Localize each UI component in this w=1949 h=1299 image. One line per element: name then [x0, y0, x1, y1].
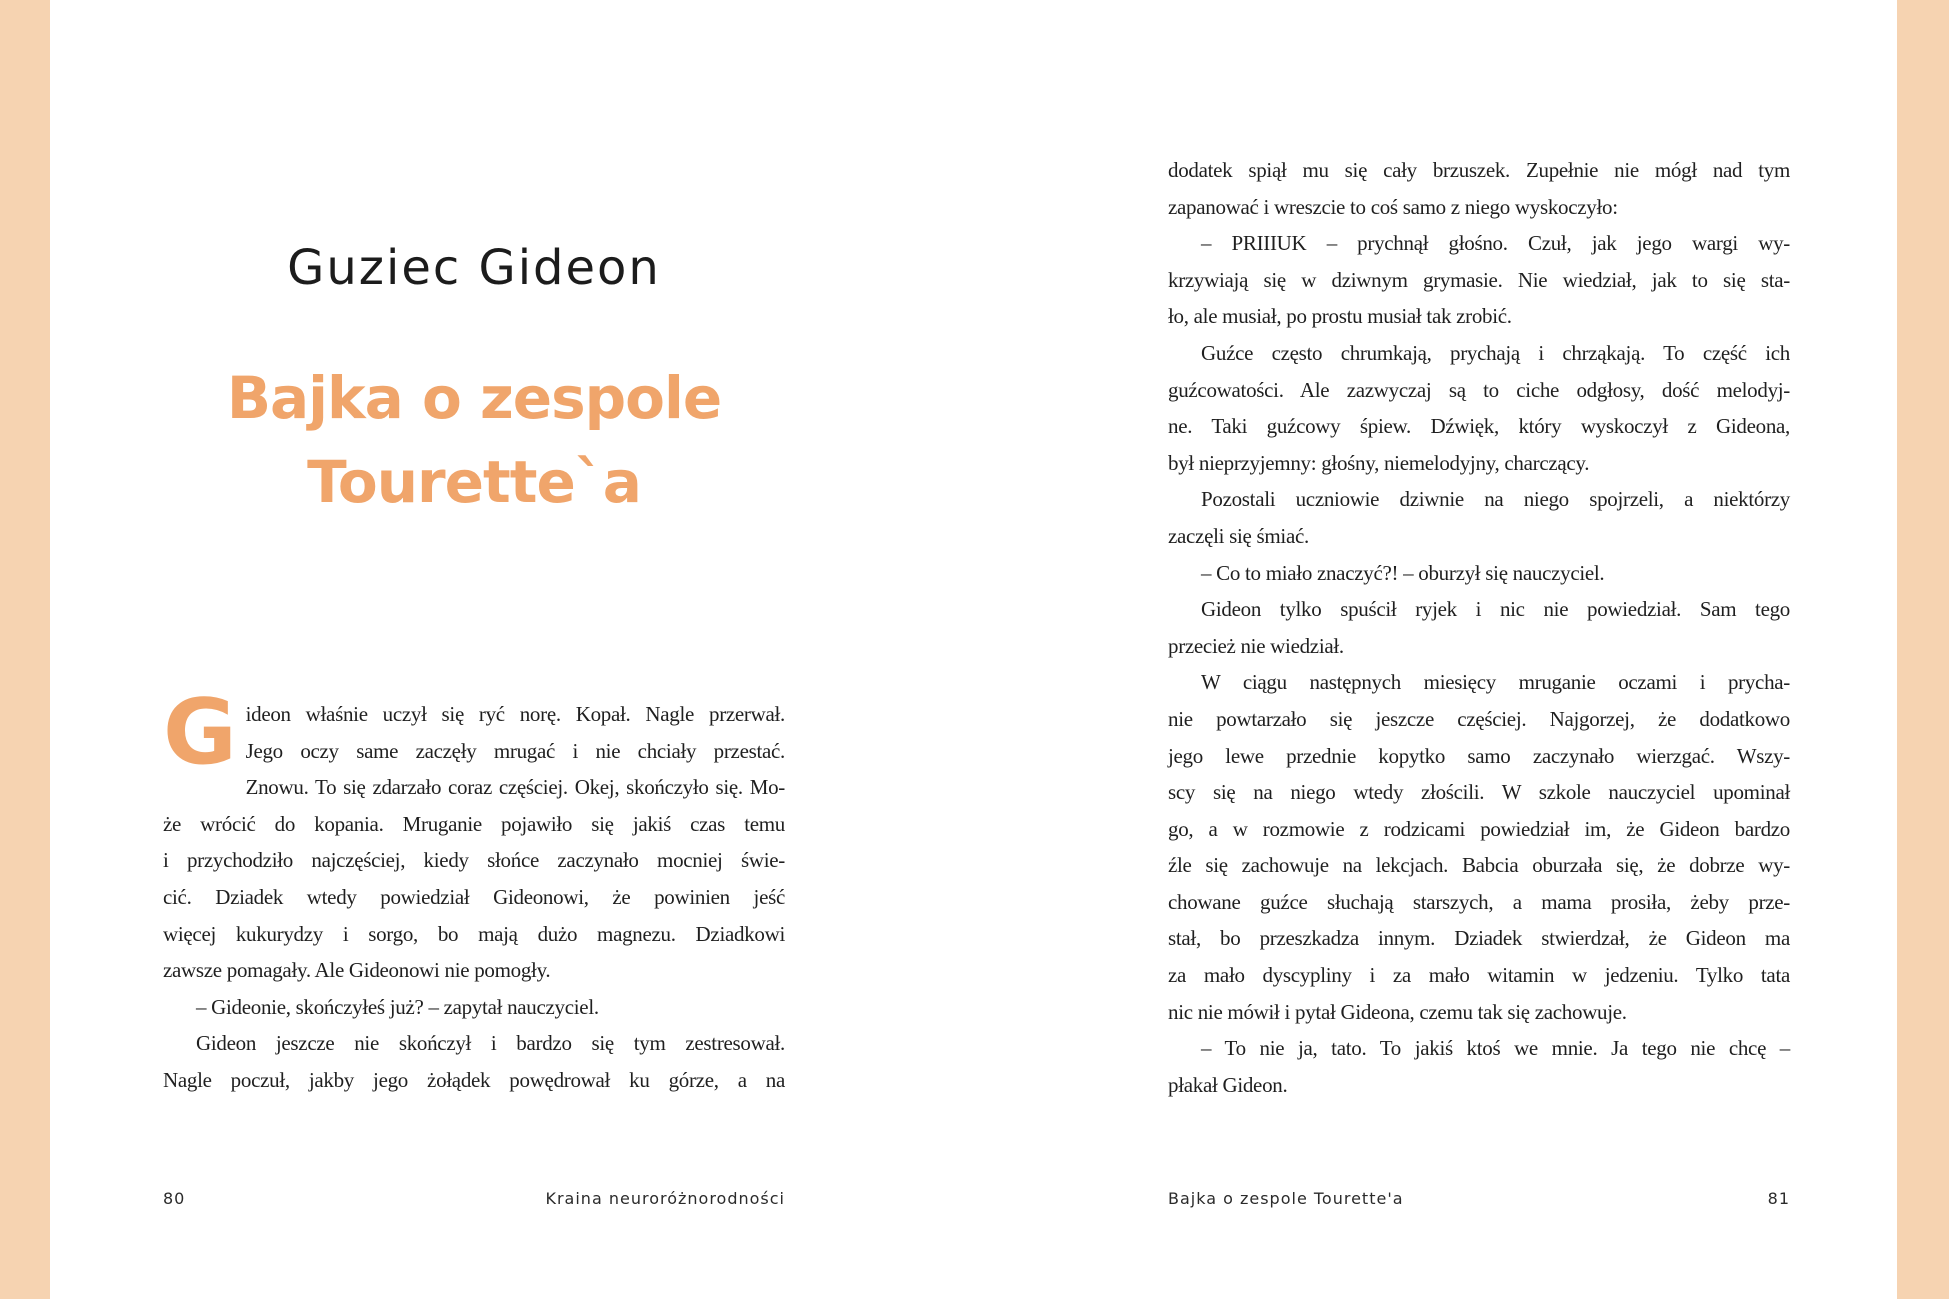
text-line: cić. Dziadek wtedy powiedział Gideonowi, że powinien jeść — [163, 884, 785, 909]
story-title-line-2: Tourette`a — [307, 448, 641, 516]
text-line: stał, bo przeszkadza innym. Dziadek stwierdzał, że Gideon ma — [1168, 926, 1790, 951]
text-line: – Co to miało znaczyć?! – oburzył się nauczyciel. — [1201, 560, 1605, 585]
text-line: źle się zachowuje na lekcjach. Babcia oburzała się, że dobrze wy- — [1168, 853, 1790, 878]
book-title-footer: Kraina neuroróżnorodności — [545, 1189, 785, 1208]
text-line: guźcowatości. Ale zazwyczaj są to ciche odgłosy, dość melodyj- — [1168, 377, 1790, 402]
text-line: Jego oczy same zaczęły mrugać i nie chciały przestać. — [245, 738, 785, 763]
text-line: więcej kukurydzy i sorgo, bo mają dużo magnezu. Dziadkowi — [163, 921, 785, 946]
text-line: Pozostali uczniowie dziwnie na niego spojrzeli, a niektórzy — [1201, 487, 1790, 512]
text-line: jego lewe przednie kopytko samo zaczynało wierzgać. Wszy- — [1168, 743, 1790, 768]
left-page-number: 80 — [163, 1189, 186, 1208]
left-page-edge-band — [0, 0, 50, 1299]
right-page-number: 81 — [1767, 1189, 1790, 1208]
text-line: zapanować i wreszcie to coś samo z niego wyskoczyło: — [1168, 194, 1618, 219]
text-line: płakał Gideon. — [1168, 1072, 1288, 1097]
text-line: przecież nie wiedział. — [1168, 633, 1344, 658]
text-line: za mało dyscypliny i za mało witamin w jedzeniu. Tylko tata — [1168, 963, 1790, 988]
text-line: Gideon jeszcze nie skończył i bardzo się tym zestresował. — [196, 1031, 785, 1056]
text-line: zaczęli się śmiać. — [1168, 523, 1309, 548]
text-line: scy się na niego wtedy złościli. W szkole nauczyciel upominał — [1168, 780, 1790, 805]
text-line: – Gideonie, skończyłeś już? – zapytał nauczyciel. — [196, 994, 599, 1019]
right-body-text — [1168, 152, 1790, 1103]
text-line: nie powtarzało się jeszcze częściej. Najgorzej, że dodatkowo — [1168, 706, 1790, 731]
text-line: – To nie ja, tato. To jakiś ktoś we mnie. Ja tego nie chcę – — [1201, 1036, 1790, 1061]
text-line: Znowu. To się zdarzało coraz częściej. Okej, skończyło się. Mo- — [245, 775, 785, 800]
right-page-footer — [1168, 1187, 1790, 1211]
text-line: Gideon tylko spuścił ryjek i nic nie powiedział. Sam tego — [1201, 597, 1790, 622]
text-line: Nagle poczuł, jakby jego żołądek powędrował ku górze, a na — [163, 1067, 785, 1092]
text-line: i przychodziło najczęściej, kiedy słońce zaczynało mocniej świe- — [163, 848, 785, 873]
text-line: był nieprzyjemny: głośny, niemelodyjny, charczący. — [1168, 450, 1590, 475]
chapter-title-footer: Bajka o zespole Tourette'a — [1168, 1189, 1404, 1208]
text-line: krzywiają się w dziwnym grymasie. Nie wiedział, jak to się sta- — [1168, 267, 1790, 292]
text-line: go, a w rozmowie z rodzicami powiedział im, że Gideon bardzo — [1168, 816, 1790, 841]
text-line: nic nie mówił i pytał Gideona, czemu tak się zachowuje. — [1168, 999, 1627, 1024]
text-line: chowane guźce słuchają starszych, a mama prosiła, żeby prze- — [1168, 889, 1790, 914]
story-title — [123, 356, 825, 524]
left-body-text — [163, 680, 785, 1099]
text-line: ło, ale musiał, po prostu musiał tak zrobić. — [1168, 304, 1512, 329]
chapter-title: Guziec Gideon — [287, 240, 661, 296]
story-title-line-1: Bajka o zespole — [226, 364, 722, 432]
text-line: zawsze pomagały. Ale Gideonowi nie pomogły. — [163, 958, 551, 983]
text-line: W ciągu następnych miesięcy mruganie oczami i prycha- — [1201, 670, 1790, 695]
right-page-edge-band — [1897, 0, 1949, 1299]
text-line: że wrócić do kopania. Mruganie pojawiło się jakiś czas temu — [163, 811, 785, 836]
text-line: ideon właśnie uczył się ryć norę. Kopał. Nagle przerwał. — [245, 702, 785, 726]
left-page-footer — [163, 1187, 785, 1211]
text-line: dodatek spiął mu się cały brzuszek. Zupełnie nie mógł nad tym — [1168, 158, 1790, 182]
text-line: ne. Taki guźcowy śpiew. Dźwięk, który wyskoczył z Gideona, — [1168, 414, 1790, 439]
drop-cap: G — [163, 680, 237, 785]
text-line: Guźce często chrumkają, prychają i chrząkają. To część ich — [1201, 340, 1790, 365]
text-line: – PRIIIUK – prychnął głośno. Czuł, jak jego wargi wy- — [1201, 231, 1790, 256]
